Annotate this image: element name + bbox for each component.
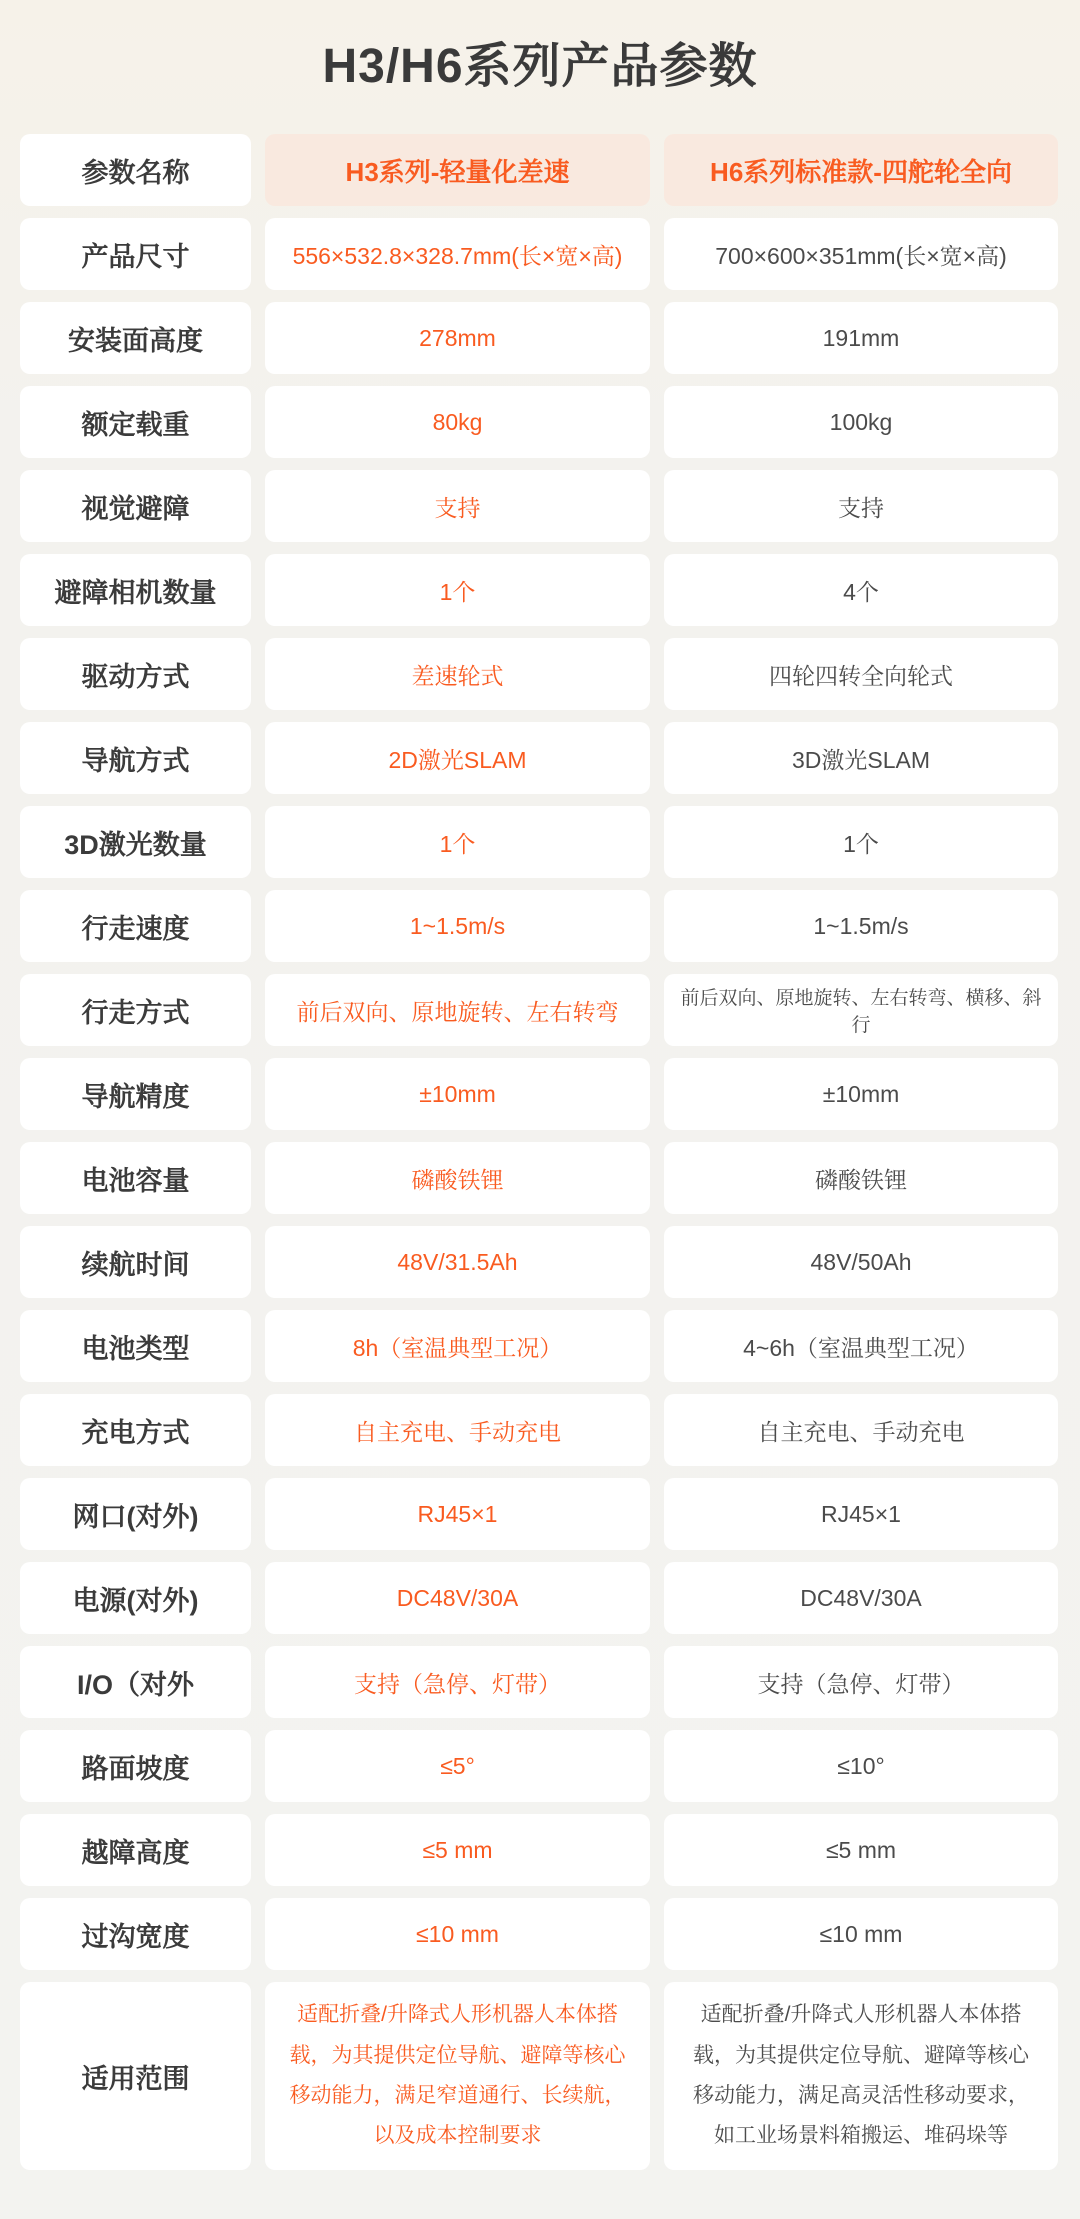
h6-value-cell: 磷酸铁锂 — [664, 1142, 1058, 1214]
h6-value-cell: ≤10° — [664, 1730, 1058, 1802]
param-name-cell: 驱动方式 — [20, 638, 251, 710]
h3-value-cell: 支持 — [265, 470, 650, 542]
h3-value-cell: ≤10 mm — [265, 1898, 650, 1970]
h6-value-cell: DC48V/30A — [664, 1562, 1058, 1634]
h3-value-cell: 278mm — [265, 302, 650, 374]
param-name-cell: 导航方式 — [20, 722, 251, 794]
param-name-cell: 续航时间 — [20, 1226, 251, 1298]
table-row — [20, 1142, 1058, 1214]
header-param-name: 参数名称 — [20, 134, 251, 206]
h6-value-cell: ≤5 mm — [664, 1814, 1058, 1886]
param-name-cell: 视觉避障 — [20, 470, 251, 542]
h3-value-cell: ≤5 mm — [265, 1814, 650, 1886]
table-header-row — [20, 134, 1058, 206]
h6-value-cell: 4~6h（室温典型工况） — [664, 1310, 1058, 1382]
h6-value-cell: 3D激光SLAM — [664, 722, 1058, 794]
h3-value-cell: 1个 — [265, 806, 650, 878]
table-row — [20, 386, 1058, 458]
h3-value-cell: 48V/31.5Ah — [265, 1226, 650, 1298]
h3-value-cell: DC48V/30A — [265, 1562, 650, 1634]
page-title: H3/H6系列产品参数 — [322, 40, 758, 93]
h3-value-cell: RJ45×1 — [265, 1478, 650, 1550]
table-row — [20, 1562, 1058, 1634]
h6-value-cell: 前后双向、原地旋转、左右转弯、横移、斜行 — [664, 974, 1058, 1046]
h6-value-cell: 支持 — [664, 470, 1058, 542]
param-name-cell: 额定载重 — [20, 386, 251, 458]
param-name-cell: 充电方式 — [20, 1394, 251, 1466]
h3-value-cell: 差速轮式 — [265, 638, 650, 710]
h3-value-cell: 556×532.8×328.7mm(长×宽×高) — [265, 218, 650, 290]
param-name-cell: 产品尺寸 — [20, 218, 251, 290]
table-row — [20, 1646, 1058, 1718]
table-row — [20, 1730, 1058, 1802]
param-name-cell: 安装面高度 — [20, 302, 251, 374]
table-row — [20, 1310, 1058, 1382]
table-row — [20, 554, 1058, 626]
h3-value-cell: 8h（室温典型工况） — [265, 1310, 650, 1382]
h3-value-cell: 前后双向、原地旋转、左右转弯 — [265, 974, 650, 1046]
table-row — [20, 974, 1058, 1046]
h3-value-cell: 磷酸铁锂 — [265, 1142, 650, 1214]
h3-value-cell: 2D激光SLAM — [265, 722, 650, 794]
table-row — [20, 1226, 1058, 1298]
h6-value-cell: RJ45×1 — [664, 1478, 1058, 1550]
h3-value-cell: 1~1.5m/s — [265, 890, 650, 962]
h3-value-cell: 适配折叠/升降式人形机器人本体搭载，为其提供定位导航、避障等核心移动能力，满足窄道通行、长续航，以及成本控制要求 — [265, 1982, 650, 2170]
table-row — [20, 302, 1058, 374]
param-name-cell: 行走方式 — [20, 974, 251, 1046]
h6-value-cell: 4个 — [664, 554, 1058, 626]
h6-value-cell: ≤10 mm — [664, 1898, 1058, 1970]
table-row — [20, 1394, 1058, 1466]
table-row — [20, 638, 1058, 710]
param-name-cell: 电池容量 — [20, 1142, 251, 1214]
h3-value-cell: 支持（急停、灯带） — [265, 1646, 650, 1718]
table-row — [20, 1982, 1058, 2170]
h6-value-cell: 700×600×351mm(长×宽×高) — [664, 218, 1058, 290]
h6-value-cell: 191mm — [664, 302, 1058, 374]
h6-value-cell: 1个 — [664, 806, 1058, 878]
table-row — [20, 890, 1058, 962]
h6-value-cell: 1~1.5m/s — [664, 890, 1058, 962]
table-row — [20, 1478, 1058, 1550]
h3-value-cell: 自主充电、手动充电 — [265, 1394, 650, 1466]
param-name-cell: 电源(对外) — [20, 1562, 251, 1634]
spec-table — [20, 134, 1058, 2170]
param-name-cell: 越障高度 — [20, 1814, 251, 1886]
h3-value-cell: 1个 — [265, 554, 650, 626]
param-name-cell: 网口(对外) — [20, 1478, 251, 1550]
param-name-cell: 行走速度 — [20, 890, 251, 962]
table-row — [20, 1814, 1058, 1886]
h6-value-cell: 支持（急停、灯带） — [664, 1646, 1058, 1718]
h6-value-cell: 四轮四转全向轮式 — [664, 638, 1058, 710]
param-name-cell: I/O（对外 — [20, 1646, 251, 1718]
table-row — [20, 1898, 1058, 1970]
h6-value-cell: 自主充电、手动充电 — [664, 1394, 1058, 1466]
h3-value-cell: 80kg — [265, 386, 650, 458]
h3-value-cell: ≤5° — [265, 1730, 650, 1802]
table-row — [20, 806, 1058, 878]
h6-value-cell: ±10mm — [664, 1058, 1058, 1130]
param-name-cell: 过沟宽度 — [20, 1898, 251, 1970]
h6-value-cell: 100kg — [664, 386, 1058, 458]
table-row — [20, 722, 1058, 794]
param-name-cell: 路面坡度 — [20, 1730, 251, 1802]
param-name-cell: 适用范围 — [20, 1982, 251, 2170]
param-name-cell: 3D激光数量 — [20, 806, 251, 878]
header-h6-series: H6系列标准款-四舵轮全向 — [664, 134, 1058, 206]
h6-value-cell: 48V/50Ah — [664, 1226, 1058, 1298]
table-row — [20, 1058, 1058, 1130]
table-row — [20, 218, 1058, 290]
param-name-cell: 避障相机数量 — [20, 554, 251, 626]
h6-value-cell: 适配折叠/升降式人形机器人本体搭载，为其提供定位导航、避障等核心移动能力，满足高灵活性移动要求，如工业场景料箱搬运、堆码垛等 — [664, 1982, 1058, 2170]
h3-value-cell: ±10mm — [265, 1058, 650, 1130]
table-row — [20, 470, 1058, 542]
param-name-cell: 电池类型 — [20, 1310, 251, 1382]
header-h3-series: H3系列-轻量化差速 — [265, 134, 650, 206]
param-name-cell: 导航精度 — [20, 1058, 251, 1130]
